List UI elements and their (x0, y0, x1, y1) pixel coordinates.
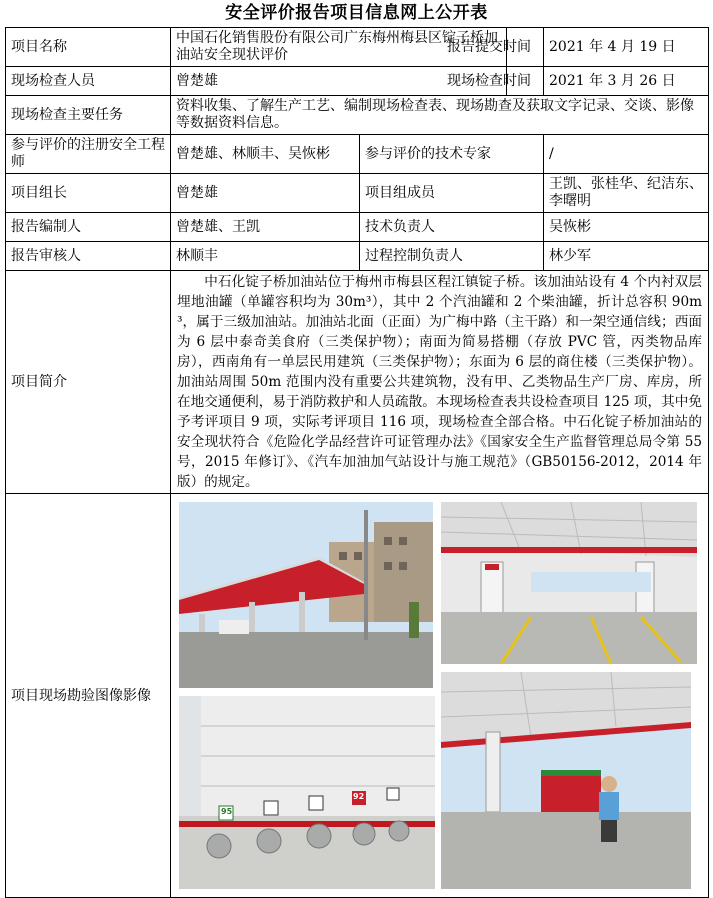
label-main-tasks: 现场检查主要任务 (6, 96, 171, 135)
site-photo-tank-valves (179, 696, 435, 889)
value-reviewer: 林顺丰 (171, 242, 360, 271)
label-members: 项目组成员 (360, 174, 544, 213)
value-engineers: 曾楚雄、林顺丰、吴恢彬 (171, 135, 360, 174)
label-intro: 项目简介 (6, 271, 171, 494)
label-compiler: 报告编制人 (6, 213, 171, 242)
value-leader: 曾楚雄 (171, 174, 360, 213)
page-title: 安全评价报告项目信息网上公开表 (225, 3, 488, 23)
label-experts: 参与评价的技术专家 (360, 135, 544, 174)
photo-grid (171, 494, 709, 898)
sign-95: 95 (221, 807, 233, 816)
label-tech-lead: 技术负责人 (360, 213, 544, 242)
value-process-ctrl: 林少军 (544, 242, 709, 271)
value-inspect-time: 2021 年 3 月 26 日 (544, 67, 709, 96)
value-submit-time: 2021 年 4 月 19 日 (544, 28, 709, 67)
label-inspectors: 现场检查人员 (6, 67, 171, 96)
value-experts: / (544, 135, 709, 174)
label-photos: 项目现场勘验图像影像 (6, 494, 171, 898)
value-project-name: 中国石化销售股份有限公司广东梅州梅县区锭子桥加油站安全现状评价 (171, 28, 507, 67)
value-main-tasks: 资料收集、了解生产工艺、编制现场检查表、现场勘查及获取文字记录、交谈、影像等数据资料信息。 (171, 96, 709, 135)
value-intro: 中石化锭子桥加油站位于梅州市梅县区程江镇锭子桥。该加油站设有 4 个内衬双层埋地油罐（单罐容积均为 30m³），其中 2 个汽油罐和 2 个柴油罐，折计总容积 90m³，属于三级加油站。加油站北面（正面）为广梅中路（主干路）和一架空通信线；西面为 6 层中泰奇美食府（三类保护物）；南面为简易搭棚（存放 PVC 管，丙类物品库房），西南角有一单层民用建筑（三类保护物）；东面为 6 层的商住楼（三类保护物）。加油站周围 50m 范围内没有重要公共建筑物，没有甲、乙类物品生产厂房、库房，所在地交通便利，易于消防救护和人员疏散。本现场检查表共设检查项目 125 项，其中免予考评项目 9 项，实际考评项目 116 项，现场检查全部合格。中石化锭子桥加油站的安全现状符合《危险化学品经营许可证管理办法》《国家安全生产监督管理总局令第 55 号，2015 年修订》、《汽车加油加气站设计与施工规范》（GB50156-2012，2014 年版）的规定。 (171, 271, 709, 494)
label-process-ctrl: 过程控制负责人 (360, 242, 544, 271)
value-inspectors: 曾楚雄 (171, 67, 507, 96)
site-photo-inspector (441, 672, 691, 889)
label-project-name: 项目名称 (6, 28, 171, 67)
value-compiler: 曾楚雄、王凯 (171, 213, 360, 242)
sign-92: 92 (353, 792, 365, 801)
label-reviewer: 报告审核人 (6, 242, 171, 271)
label-leader: 项目组长 (6, 174, 171, 213)
site-photo-forecourt (441, 502, 697, 664)
value-members: 王凯、张桂华、纪洁东、李曙明 (544, 174, 709, 213)
site-photo-exterior (179, 502, 433, 688)
label-submit-time: 报告提交时间 (447, 39, 531, 55)
label-inspect-time: 现场检查时间 (447, 73, 531, 89)
value-tech-lead: 吴恢彬 (544, 213, 709, 242)
info-table (5, 27, 709, 898)
label-engineers: 参与评价的注册安全工程师 (6, 135, 171, 174)
